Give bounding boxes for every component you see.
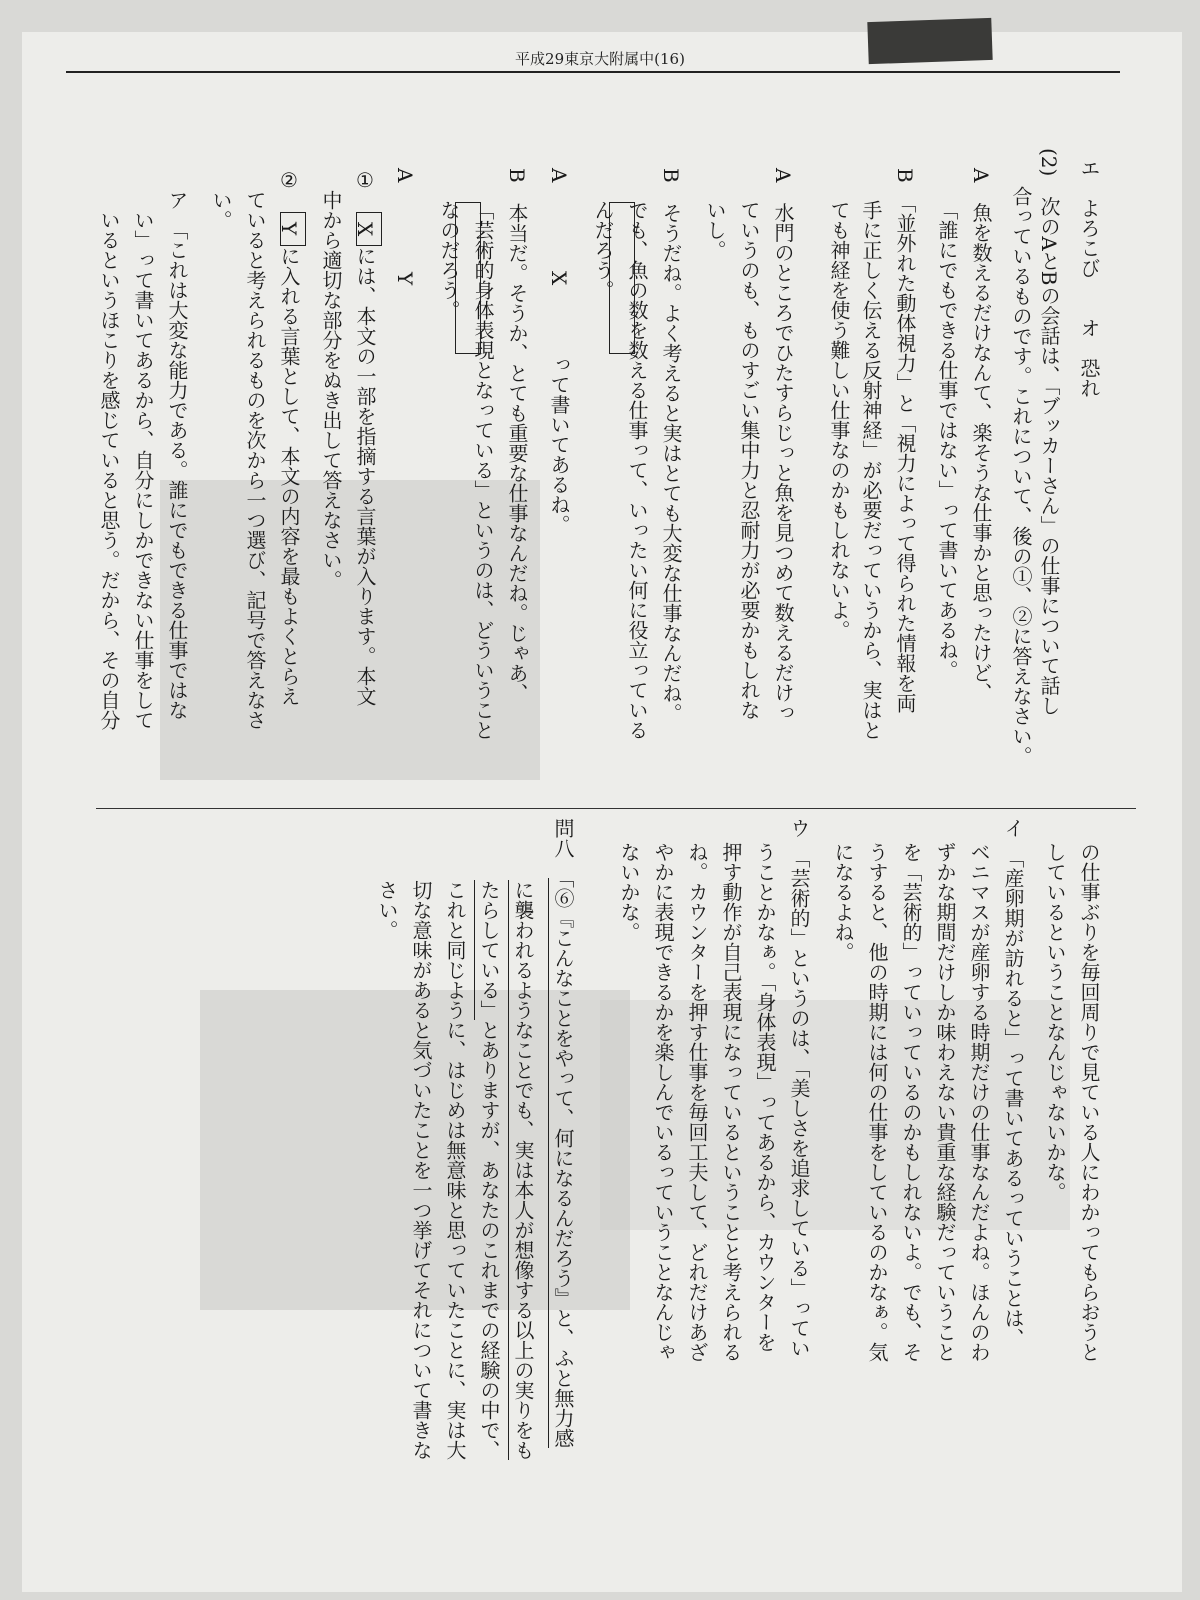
dialogue-line: でも、魚の数を数える仕事って、いったい何に役立っている (625, 200, 649, 740)
blank-y: Y (455, 202, 481, 354)
quoted-passage: たらしている」 (474, 880, 501, 1020)
question-text: とありますが、あなたのこれまでの経験の中で、 (477, 1020, 501, 1460)
dialogue-line: A 水門のところでひたすらじっと魚を見つめて数えるだけっ (771, 168, 795, 723)
choice-a-line: しているということなんじゃないかな。 (1043, 842, 1067, 1202)
question-8-line: さい。 (375, 880, 399, 940)
choice-i-line: イ 「産卵期が訪れると」って書いてあるっていうことは、 (1001, 818, 1025, 1348)
speaker-a: A (547, 168, 571, 203)
choice-i-line: ずかな期間だけしか味わえない貴重な経験だっていうこと (933, 842, 957, 1362)
dialogue-line: 手に正しく伝える反射神経」が必要だっていうから、実はと (859, 200, 883, 740)
question-8-number: 問八 (551, 818, 575, 878)
question-line: 合っているものです。これについて、後の①、②に答えなさい。 (1009, 186, 1033, 766)
choice-u-line: うことかなぁ。「身体表現」ってあるから、カウンターを (753, 842, 777, 1352)
dialogue-line: A 魚を数えるだけなんて、楽そうな仕事かと思ったけど、 (969, 168, 993, 703)
choice-i-line: を「芸術的」っていっているのかもしれないよ。でも、そ (899, 842, 923, 1362)
choice-i-line: になるよね。 (831, 842, 855, 962)
dialogue-text: って書いてあるね。 (547, 354, 571, 535)
question-8-line: これと同じように、はじめは無意味と思っていたことに、実は大 (443, 880, 467, 1460)
question-8-line (510, 880, 536, 1460)
dialogue-line: 「芸術的身体表現となっている」というのは、どういうこと (471, 200, 495, 740)
speaker-a: A (393, 168, 417, 203)
dialogue-line: んだろう。 (591, 200, 615, 300)
subquestion-number: ② (277, 168, 301, 212)
dialogue-line: いし。 (703, 200, 727, 260)
choice-a-line: の仕事ぶりを毎回周りで見ている人にわかってもらおうと (1077, 842, 1101, 1362)
dialogue-line: なのだろう。 (437, 200, 461, 320)
subquestion-text: に入れる言葉として、本文の内容を最もよくとらえ (277, 246, 301, 706)
quoted-passage: 「⑥『こんなことをやって、何になるんだろう』と、ふと無力感 (548, 878, 575, 1448)
choice-u-line: ないかな。 (617, 842, 641, 942)
choice-i-line: うすると、他の時期には何の仕事をしているのかなぁ。気 (865, 842, 889, 1362)
subquestion-number: ① (353, 168, 377, 212)
dialogue-line-a-blank-y (392, 168, 481, 354)
dialogue-line: 「誰にでもできる仕事ではない」って書いてあるね。 (935, 200, 959, 680)
question-8-line (476, 880, 502, 1460)
subquestion-line: 中から適切な部分をぬき出して答えなさい。 (319, 190, 343, 590)
choice-i-line: ベニマスが産卵する時期だけの仕事なんだよね。ほんのわ (967, 842, 991, 1362)
dialogue-line: B そうだね。よく考えると実はとても大変な仕事なんだね。 (659, 168, 683, 723)
choice-a-line: い」って書いてあるから、自分にしかできない仕事をして (131, 210, 155, 730)
page-header: 平成29東京大附属中(16) (515, 50, 685, 68)
dialogue-line: ていうのも、ものすごい集中力と忍耐力が必要かもしれな (737, 200, 761, 720)
choice-u-line: ウ 「芸術的」というのは、「美しさを追求している」ってい (787, 818, 811, 1358)
dialogue-line: B 「並外れた動体視力」と「視力によって得られた情報を両 (893, 168, 917, 713)
choice-u-line: ね。カウンターを押す仕事を毎回工夫して、どれだけあざ (685, 842, 709, 1362)
subquestion-line: い。 (209, 190, 233, 230)
section-divider (96, 808, 1136, 809)
choice-u-line: 押す動作が自己表現になっているということと考えられる (719, 842, 743, 1362)
question-8-line: 切な意味があると気づいたことを一つ挙げてそれについて書きな (409, 880, 433, 1460)
choice-u-line: やかに表現できるかを楽しんでいるっていうことなんじゃ (651, 842, 675, 1362)
subquestion-1 (352, 168, 382, 706)
question-line: (2) 次のAとBの会話は、「ブッカーさん」の仕事について話し (1037, 148, 1061, 716)
subquestion-text: には、本文の一部を指摘する言葉が入ります。本文 (353, 246, 377, 706)
blank-y-ref: Y (280, 212, 306, 246)
quoted-passage: に襲われるようなことでも、実は本人が想像する以上の実りをも (508, 880, 535, 1460)
question-8-line (550, 818, 576, 1448)
choice-a-line: ア 「これは大変な能力である。誰にでもできる仕事ではな (165, 190, 189, 720)
dialogue-line: ても神経を使う難しい仕事なのかもしれないよ。 (827, 200, 851, 640)
header-rule (66, 71, 1120, 73)
subquestion-line: ていると考えられるものを次から一つ選び、記号で答えなさ (243, 190, 267, 730)
dialogue-line: B 本当だ。そうか、とても重要な仕事なんだね。じゃあ、 (505, 168, 529, 703)
dialogue-line-a-blank-x (546, 168, 635, 534)
blank-x: X (609, 202, 635, 354)
blank-x-ref: X (356, 212, 382, 246)
subquestion-2 (276, 168, 306, 706)
choice-a-line: いるというほこりを感じていると思う。だから、その自分 (97, 210, 121, 730)
choices-line: エ よろこび オ 恐れ (1077, 158, 1101, 398)
